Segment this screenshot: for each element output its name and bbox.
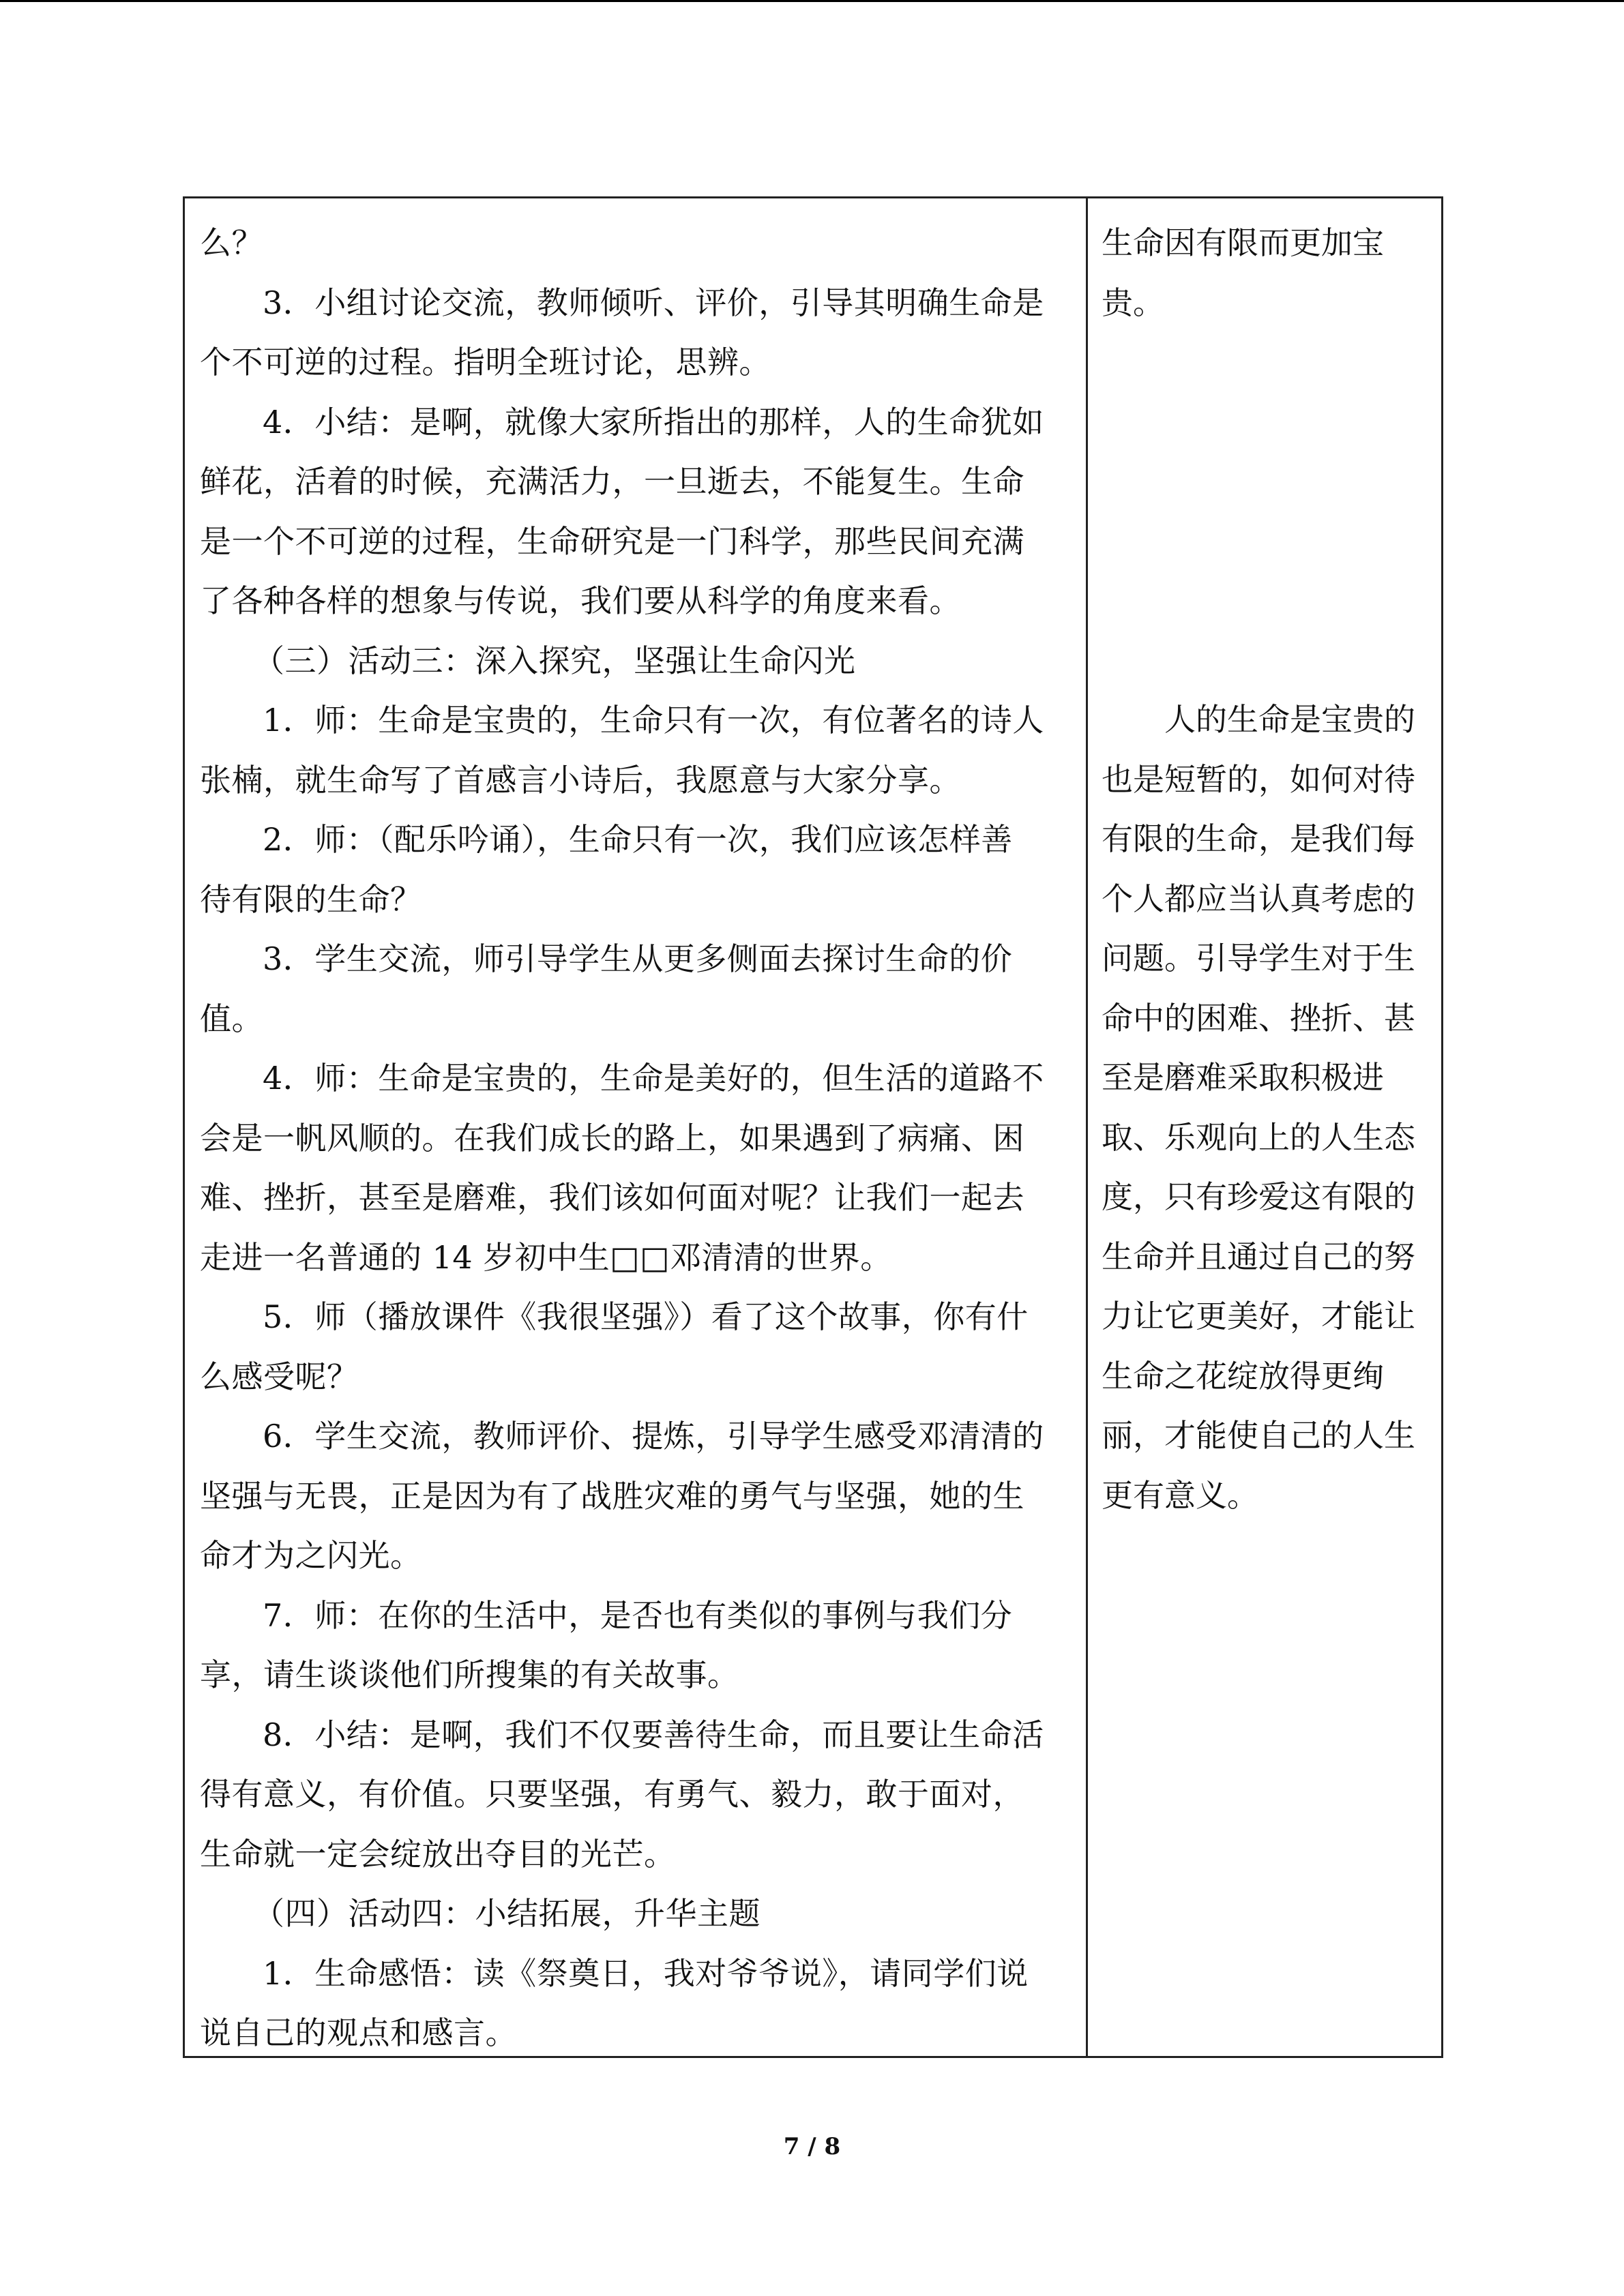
note-line: 生命因有限而更加宝 [1102,224,1384,261]
note-line: 问题。引导学生对于生 [1102,940,1415,976]
process-line: 走进一名普通的 14 岁初中生□□邓清清的世界。 [200,1238,892,1276]
process-line: 么？ [200,224,263,261]
process-line: 值。 [200,1000,263,1037]
process-line: 会是一帆风顺的。在我们成长的路上，如果遇到了病痛、困 [200,1119,1024,1157]
lesson-plan-table [183,196,1443,2058]
activity-heading: （四）活动四：小结拓展，升华主题 [253,1895,761,1932]
note-line: 命中的困难、挫折、甚 [1102,999,1415,1037]
note-line: 生命并且通过自己的努 [1102,1238,1415,1275]
process-line: 4．小结：是啊，就像大家所指出的那样，人的生命犹如 [263,403,1044,441]
note-line: 个人都应当认真考虑的 [1102,880,1415,917]
note-line: 生命之花绽放得更绚 [1102,1357,1384,1395]
process-line: 3．小组讨论交流，教师倾听、评价，引导其明确生命是 [263,284,1044,321]
note-line: 取、乐观向上的人生态 [1102,1118,1415,1156]
process-line: 个不可逆的过程。指明全班讨论，思辨。 [200,344,771,381]
process-line: 1．生命感悟：读《祭奠日，我对爷爷说》，请同学们说 [263,1954,1029,1992]
process-line: 7．师：在你的生活中，是否也有类似的事例与我们分 [263,1596,1013,1634]
process-line: 是一个不可逆的过程，生命研究是一门科学，那些民间充满 [200,522,1024,560]
process-line: 命才为之闪光。 [200,1537,422,1574]
process-line: 难、挫折，甚至是磨难，我们该如何面对呢？让我们一起去 [200,1179,1024,1216]
process-line: 1．师：生命是宝贵的，生命只有一次，有位著名的诗人 [263,702,1044,739]
teaching-process-column [200,213,1073,2063]
process-line: 说自己的观点和感言。 [200,2014,517,2051]
note-line: 至是磨难采取积极进 [1102,1059,1384,1096]
note-spacer [1102,511,1429,690]
process-line: 4．师：生命是宝贵的，生命是美好的，但生活的道路不 [263,1060,1044,1097]
process-line: 待有限的生命？ [200,880,422,918]
process-line: 8．小结：是啊，我们不仅要善待生命，而且要让生命活 [263,1716,1044,1753]
page-number: 7 / 8 [783,2133,841,2160]
note-line: 力让它更美好，才能让 [1102,1298,1415,1335]
activity-heading: （三）活动三：深入探究，坚强让生命闪光 [253,642,856,679]
process-line: 5．师（播放课件《我很坚强》）看了这个故事，你有什 [263,1298,1029,1335]
note-line: 人的生命是宝贵的 [1164,701,1415,738]
note-line: 也是短暂的，如何对待 [1102,760,1415,798]
process-line: 了各种各样的想象与传说，我们要从科学的角度来看。 [200,582,961,619]
note-line: 有限的生命，是我们每 [1102,820,1415,857]
process-line: 张楠，就生命写了首感言小诗后，我愿意与大家分享。 [200,761,961,799]
process-line: 享，请生谈谈他们所搜集的有关故事。 [200,1656,739,1693]
column-divider [1086,198,1088,2056]
top-border-rule [0,0,1624,2]
note-spacer [1102,333,1429,511]
note-line: 更有意义。 [1102,1476,1258,1514]
note-line: 度，只有珍爱这有限的 [1102,1178,1415,1215]
process-line: 3．学生交流，师引导学生从更多侧面去探讨生命的价 [263,940,1013,977]
process-line: 生命就一定会绽放出夺目的光芒。 [200,1835,676,1873]
process-line: 得有意义，有价值。只要坚强，有勇气、毅力，敢于面对， [200,1776,1024,1813]
process-line: 2．师：（配乐吟诵），生命只有一次，我们应该怎样善 [263,821,1013,858]
design-intent-column [1102,213,1429,1525]
process-line: 鲜花，活着的时候，充满活力，一旦逝去，不能复生。生命 [200,463,1024,500]
note-line: 丽，才能使自己的人生 [1102,1417,1415,1454]
note-line: 贵。 [1102,284,1164,321]
process-line: 6．学生交流，教师评价、提炼，引导学生感受邓清清的 [263,1418,1044,1455]
process-line: 么感受呢？ [200,1358,359,1395]
process-line: 坚强与无畏，正是因为有了战胜灾难的勇气与坚强，她的生 [200,1477,1024,1515]
